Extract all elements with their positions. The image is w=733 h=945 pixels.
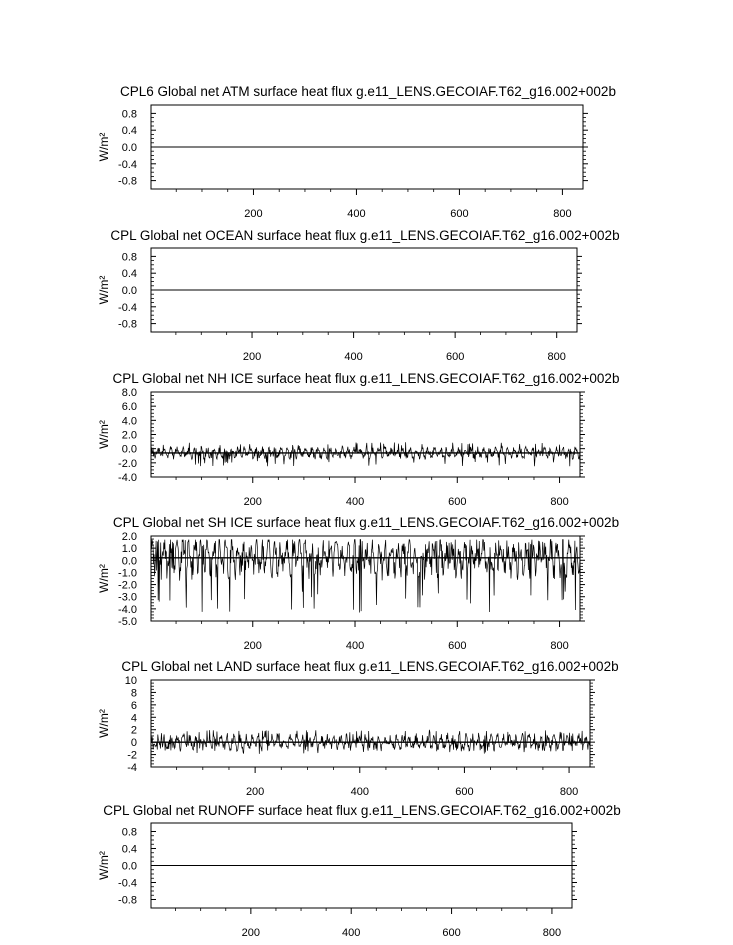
y-axis-label: W/m²	[97, 564, 111, 593]
y-axis-label: W/m²	[97, 851, 111, 880]
chart-title: CPL Global net OCEAN surface heat flux g.e11_LENS.GECOIAF.T62_g16.002+002b	[110, 228, 620, 243]
series-line	[151, 540, 580, 613]
y-tick-label: 0.8	[121, 108, 137, 121]
chart-panel-1	[97, 84, 616, 220]
series-line	[151, 442, 580, 466]
x-tick-label: 800	[542, 927, 562, 939]
chart-panel-4	[97, 515, 619, 652]
chart-panel-2	[97, 228, 620, 363]
y-tick-label: 8.0	[121, 387, 137, 399]
y-tick-label: -0.8	[118, 894, 137, 907]
y-axis-label: W/m²	[97, 709, 111, 738]
x-tick-label: 400	[347, 208, 366, 220]
x-tick-label: 600	[445, 351, 465, 363]
y-tick-label: -0.8	[118, 175, 137, 188]
y-tick-label: 10	[124, 675, 137, 687]
y-tick-label: -0.8	[118, 318, 137, 331]
x-tick-label: 600	[448, 496, 467, 508]
y-tick-label: -4.0	[118, 472, 137, 484]
y-tick-label: 0.0	[121, 860, 137, 873]
y-tick-label: 0.0	[121, 285, 137, 297]
y-axis-label: W/m²	[97, 132, 111, 162]
y-tick-label: 0.4	[121, 843, 137, 856]
x-tick-label: 400	[342, 927, 361, 939]
x-tick-label: 200	[242, 351, 262, 363]
y-tick-label: -2.0	[118, 579, 137, 592]
y-tick-label: -1.0	[118, 567, 137, 580]
y-axis-label: W/m²	[97, 275, 111, 305]
y-tick-label: -2.0	[118, 457, 137, 470]
x-tick-label: 400	[345, 496, 365, 508]
y-tick-label: -5.0	[118, 616, 137, 628]
y-tick-label: 2	[130, 724, 137, 737]
chart-panel-5	[97, 659, 619, 798]
y-tick-label: 0.8	[121, 251, 137, 264]
chart-title: CPL Global net NH ICE surface heat flux g.e11_LENS.GECOIAF.T62_g16.002+002b	[112, 371, 620, 386]
y-tick-label: 0.0	[121, 142, 137, 154]
x-tick-label: 800	[559, 786, 579, 798]
y-tick-label: 6.0	[121, 401, 137, 414]
chart-title: CPL6 Global net ATM surface heat flux g.e11_LENS.GECOIAF.T62_g16.002+002b	[120, 84, 616, 99]
chart-title: CPL Global net RUNOFF surface heat flux g.e11_LENS.GECOIAF.T62_g16.002+002b	[103, 803, 621, 818]
x-tick-label: 200	[245, 786, 265, 798]
plot-frame	[151, 392, 580, 477]
y-axis-label: W/m²	[97, 420, 111, 449]
chart-title: CPL Global net SH ICE surface heat flux g.e11_LENS.GECOIAF.T62_g16.002+002b	[112, 515, 620, 530]
x-tick-label: 400	[350, 786, 369, 798]
y-tick-label: -4.0	[118, 603, 137, 616]
x-tick-label: 200	[243, 640, 262, 652]
y-tick-label: 0.4	[121, 125, 137, 138]
x-tick-label: 600	[448, 640, 467, 652]
y-tick-label: -4	[127, 762, 137, 774]
y-tick-label: -0.4	[118, 877, 137, 890]
y-tick-label: 2.0	[121, 531, 137, 543]
y-tick-label: 0.4	[121, 268, 137, 281]
x-tick-label: 400	[344, 351, 363, 363]
chart-title: CPL Global net LAND surface heat flux g.e11_LENS.GECOIAF.T62_g16.002+002b	[121, 659, 619, 674]
y-tick-label: -0.4	[118, 301, 137, 314]
y-tick-label: 0.8	[121, 826, 137, 839]
x-tick-label: 200	[244, 208, 263, 220]
x-tick-label: 200	[243, 496, 262, 508]
y-tick-label: 0.0	[121, 555, 137, 568]
y-tick-label: -0.4	[118, 158, 137, 171]
x-tick-label: 600	[442, 927, 461, 939]
y-tick-label: 8	[130, 687, 137, 700]
y-tick-label: 1.0	[121, 543, 137, 556]
y-tick-label: 0.0	[121, 443, 137, 456]
y-tick-label: 0	[130, 737, 137, 750]
x-tick-label: 800	[547, 351, 566, 363]
x-tick-label: 400	[345, 640, 365, 652]
y-tick-label: 4.0	[121, 415, 137, 428]
y-tick-label: -3.0	[118, 591, 137, 604]
x-tick-label: 600	[450, 208, 469, 220]
x-tick-label: 800	[553, 208, 572, 220]
y-tick-label: 6	[130, 699, 137, 712]
y-tick-label: 4	[130, 712, 137, 725]
plot-frame	[151, 680, 590, 767]
chart-panel-6	[97, 803, 621, 939]
y-tick-label: 2.0	[121, 429, 137, 442]
x-tick-label: 800	[550, 640, 569, 652]
y-tick-label: -2	[127, 749, 137, 762]
chart-panel-3	[97, 371, 619, 508]
x-tick-label: 200	[241, 927, 261, 939]
x-tick-label: 800	[550, 496, 569, 508]
x-tick-label: 600	[455, 786, 474, 798]
